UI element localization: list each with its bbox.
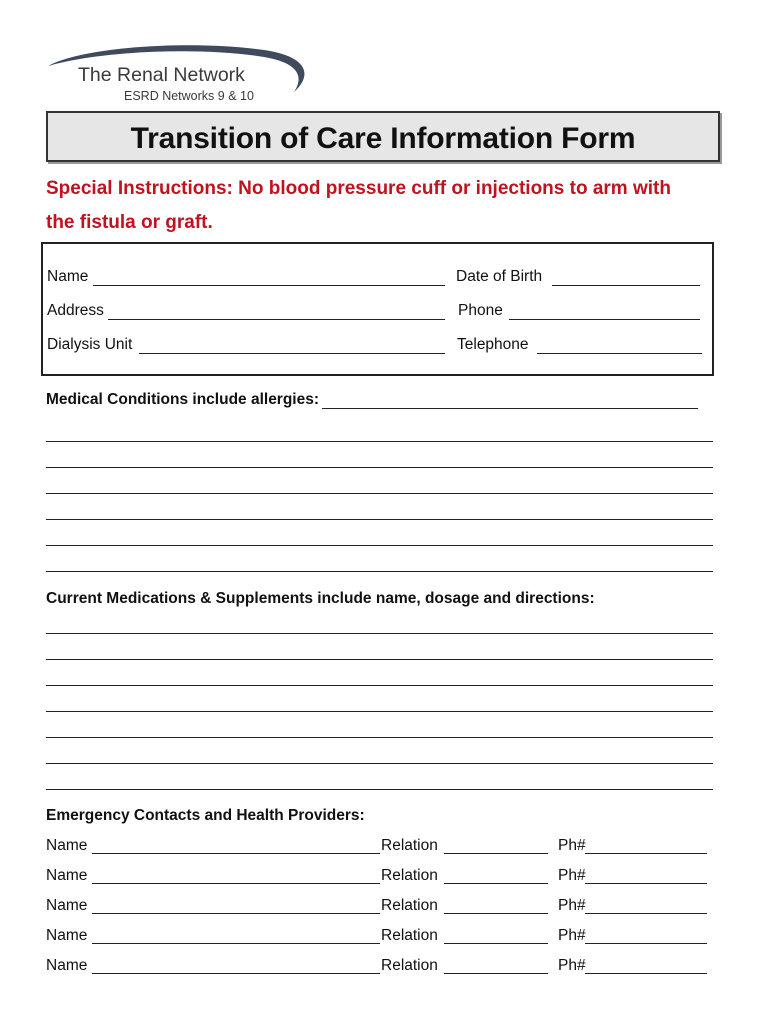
- medical-conditions-field[interactable]: [322, 408, 698, 409]
- contact-phone-label: Ph#: [558, 957, 586, 974]
- renal-network-logo: [44, 44, 310, 110]
- emergency-contacts-heading: Emergency Contacts and Health Providers:: [46, 807, 365, 824]
- medical-conditions-heading: Medical Conditions include allergies:: [46, 391, 320, 408]
- dialysis-unit-label: Dialysis Unit: [47, 336, 133, 353]
- contact-name-field[interactable]: [92, 973, 380, 974]
- contact-name-label: Name: [46, 837, 88, 854]
- contact-name-field[interactable]: [92, 883, 380, 884]
- name-field[interactable]: [93, 285, 445, 286]
- contact-relation-field[interactable]: [444, 913, 548, 914]
- contact-relation-field[interactable]: [444, 883, 548, 884]
- contact-phone-field[interactable]: [585, 973, 707, 974]
- contact-row: [46, 927, 726, 949]
- contact-row: [46, 897, 726, 919]
- contact-name-label: Name: [46, 897, 88, 914]
- contact-relation-label: Relation: [381, 927, 438, 944]
- contact-relation-field[interactable]: [444, 973, 548, 974]
- contact-name-field[interactable]: [92, 943, 380, 944]
- phone-label: Phone: [458, 302, 503, 319]
- dob-field[interactable]: [552, 285, 700, 286]
- contact-phone-label: Ph#: [558, 837, 586, 854]
- medical-line-5[interactable]: [46, 545, 713, 546]
- contact-relation-label: Relation: [381, 897, 438, 914]
- form-title: Transition of Care Information Form: [130, 122, 636, 155]
- medications-line-5[interactable]: [46, 737, 713, 738]
- address-field[interactable]: [108, 319, 445, 320]
- name-field-group: [47, 268, 88, 286]
- telephone-label: Telephone: [457, 336, 529, 353]
- contact-name-field[interactable]: [92, 853, 380, 854]
- contact-phone-field[interactable]: [585, 943, 707, 944]
- contact-name-label: Name: [46, 957, 88, 974]
- phone-field[interactable]: [509, 319, 700, 320]
- telephone-field[interactable]: [537, 353, 702, 354]
- medications-line-1[interactable]: [46, 633, 713, 634]
- dob-label: Date of Birth: [456, 268, 543, 285]
- contact-phone-label: Ph#: [558, 867, 586, 884]
- contact-relation-field[interactable]: [444, 943, 548, 944]
- medications-line-2[interactable]: [46, 659, 713, 660]
- medical-line-3[interactable]: [46, 493, 713, 494]
- address-label: Address: [47, 302, 104, 319]
- medical-line-4[interactable]: [46, 519, 713, 520]
- contact-phone-field[interactable]: [585, 853, 707, 854]
- contact-phone-field[interactable]: [585, 883, 707, 884]
- contact-name-label: Name: [46, 867, 88, 884]
- contact-row: [46, 867, 726, 889]
- special-instructions: [46, 172, 726, 240]
- contact-relation-label: Relation: [381, 867, 438, 884]
- dialysis-unit-field[interactable]: [139, 353, 445, 354]
- medications-line-6[interactable]: [46, 763, 713, 764]
- medications-line-4[interactable]: [46, 711, 713, 712]
- medical-line-6[interactable]: [46, 571, 713, 572]
- form-title-banner: [46, 111, 720, 162]
- contact-phone-label: Ph#: [558, 897, 586, 914]
- contact-relation-field[interactable]: [444, 853, 548, 854]
- contact-relation-label: Relation: [381, 957, 438, 974]
- contact-row: [46, 957, 726, 979]
- medications-heading: Current Medications & Supplements include name, dosage and directions:: [46, 590, 595, 607]
- name-label: Name: [47, 268, 89, 285]
- patient-info-box: [41, 242, 714, 376]
- contact-phone-field[interactable]: [585, 913, 707, 914]
- contact-name-label: Name: [46, 927, 88, 944]
- special-instructions-line-2: the fistula or graft.: [46, 212, 213, 233]
- medications-line-7[interactable]: [46, 789, 713, 790]
- logo-org-name: The Renal Network: [78, 64, 245, 86]
- contact-row: [46, 837, 726, 859]
- contact-phone-label: Ph#: [558, 927, 586, 944]
- contact-relation-label: Relation: [381, 837, 438, 854]
- medical-line-1[interactable]: [46, 441, 713, 442]
- medical-line-2[interactable]: [46, 467, 713, 468]
- contact-name-field[interactable]: [92, 913, 380, 914]
- special-instructions-line-1: Special Instructions: No blood pressure cuff or injections to arm with: [46, 178, 671, 199]
- logo-subtitle: ESRD Networks 9 & 10: [124, 89, 254, 103]
- medications-line-3[interactable]: [46, 685, 713, 686]
